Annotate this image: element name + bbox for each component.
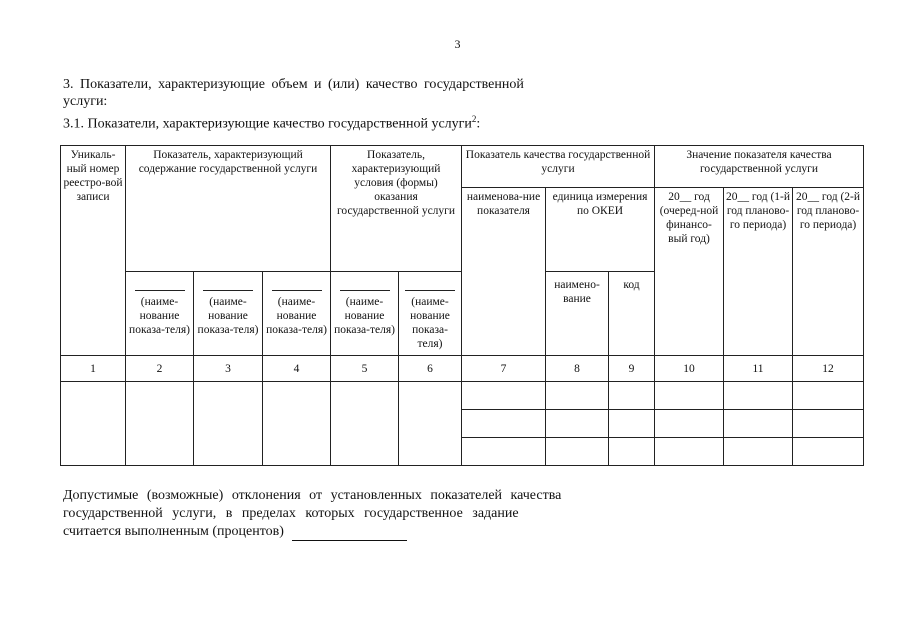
percent-blank-field [292, 526, 407, 541]
unit-code-header: код [609, 272, 655, 356]
indicator-name-header: наименова-ние показателя [462, 188, 546, 356]
tolerance-line3: считается выполненным (процентов) [63, 523, 561, 541]
table-cell [793, 382, 864, 410]
col-number: 8 [546, 356, 609, 382]
year-plan2-header: 20__ год (2-й год планово-го периода) [793, 188, 864, 356]
blank-line [405, 290, 455, 291]
table-cell [724, 382, 793, 410]
blank-line [135, 290, 185, 291]
page-number: 3 [454, 37, 461, 51]
blank-line [340, 290, 390, 291]
table-cell [609, 382, 655, 410]
tolerance-line1: Допустимые (возможные) отклонения от установленных показателей качества [63, 488, 562, 503]
table-cell [724, 410, 793, 438]
table-cell [399, 382, 462, 466]
table-cell [655, 382, 724, 410]
table-cell [655, 410, 724, 438]
table-cell [462, 438, 546, 466]
tolerance-note [63, 487, 561, 541]
table-cell [331, 382, 399, 466]
table-cell [609, 410, 655, 438]
table-cell [126, 382, 194, 466]
table-cell [724, 438, 793, 466]
conditions-indicator-header: Показатель, характеризующий условия (формы) оказания государственной услуги [331, 146, 462, 272]
table-cell [194, 382, 263, 466]
col-number: 1 [61, 356, 126, 382]
quality-indicators-table [60, 145, 864, 466]
col-number: 9 [609, 356, 655, 382]
blank-line [272, 290, 322, 291]
col-number: 7 [462, 356, 546, 382]
year-plan1-header: 20__ год (1-й год планово-го периода) [724, 188, 793, 356]
table-cell [462, 410, 546, 438]
unit-name-header: наимено-вание [546, 272, 609, 356]
conditions-subheader: (наиме-нование показа-теля) [399, 272, 462, 356]
conditions-subheader: (наиме-нование показа-теля) [331, 272, 399, 356]
content-indicator-header: Показатель, характеризующий содержание государственной услуги [126, 146, 331, 272]
footnote-marker: 2 [471, 114, 477, 124]
table-cell [793, 438, 864, 466]
col-number: 2 [126, 356, 194, 382]
col-number: 5 [331, 356, 399, 382]
tolerance-line2: государственной услуги, в пределах которых государственное задание [63, 506, 519, 521]
col-number: 3 [194, 356, 263, 382]
table-cell [546, 410, 609, 438]
table-cell [655, 438, 724, 466]
content-subheader: (наиме-нование показа-теля) [194, 272, 263, 356]
quality-value-header: Значение показателя качества государственной услуги [655, 146, 864, 188]
subsection-heading [63, 111, 480, 133]
okei-unit-header: единица измерения по ОКЕИ [546, 188, 655, 272]
col-number: 4 [263, 356, 331, 382]
table-cell [61, 382, 126, 466]
table-cell [263, 382, 331, 466]
section-heading: 3. Показатели, характеризующие объем и (или) качество государственной [63, 77, 524, 92]
table-cell [462, 382, 546, 410]
subsection-heading-text: 3.1. Показатели, характеризующие качество государственной услуги [63, 116, 472, 132]
quality-indicator-header: Показатель качества государственной услуги [462, 146, 655, 188]
col-number: 12 [793, 356, 864, 382]
table-cell [793, 410, 864, 438]
section-heading-cont: услуги: [63, 94, 108, 109]
col-number: 10 [655, 356, 724, 382]
content-subheader: (наиме-нование показа-теля) [263, 272, 331, 356]
table-cell [609, 438, 655, 466]
unique-record-number-header: Уникаль-ный номер реестро-вой записи [61, 146, 126, 356]
table-cell [546, 382, 609, 410]
year-current-header: 20__ год (очеред-ной финансо-вый год) [655, 188, 724, 356]
col-number: 6 [399, 356, 462, 382]
subsection-heading-end: : [476, 116, 481, 132]
content-subheader: (наиме-нование показа-теля) [126, 272, 194, 356]
table-cell [546, 438, 609, 466]
col-number: 11 [724, 356, 793, 382]
blank-line [203, 290, 253, 291]
